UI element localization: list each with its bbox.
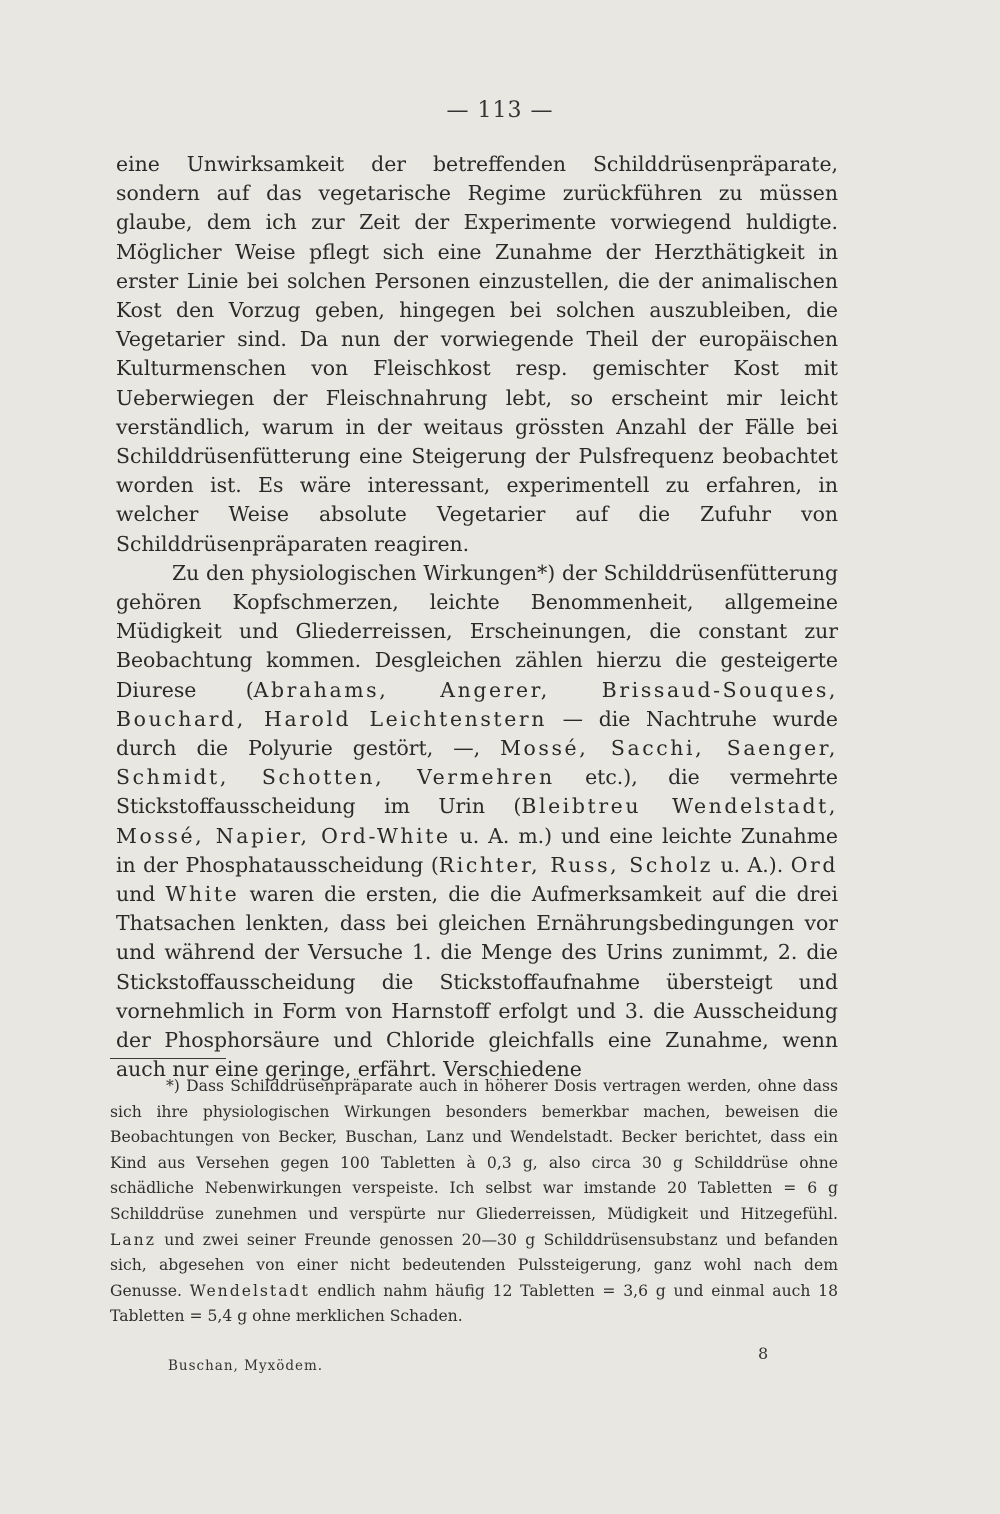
author-names-3: Bleibtreu Wendelstadt, Mossé, Napier, Ord-White — [116, 794, 838, 848]
running-footer-title: Buschan, Myxödem. — [168, 1358, 324, 1374]
paragraph-2-text-7: waren die ersten, die die Aufmerksamkeit auf die drei Thatsachen lenkten, dass bei gleichen Ernährungsbedingungen vor und während der Versuche 1. die Menge des Urins zunimmt, 2. die Stickstoffausscheidung die Stickstoffaufnahme übersteigt und vornehmlich in Form von Harnstoff erfolgt und 3. die Ausscheidung der Phosphorsäure und Chloride gleichfalls eine Zunahme, wenn auch nur eine geringe, erfährt. Verschiedene — [116, 882, 838, 1082]
paragraph-2-text-2: — die Nachtruhe wurde durch die Polyurie gestört, —, — [116, 706, 838, 761]
paragraph-2-text-6: und — [116, 882, 166, 907]
footnote — [110, 1074, 838, 1330]
footnote-text-1: *) Dass Schilddrüsenpräparate auch in höherer Dosis vertragen werden, ohne dass sich ihre physiologischen Wirkungen besonders bemerkbar machen, beweisen die Beobachtungen von Becker, Buschan, Lanz und Wendelstadt. Becker berichtet, dass ein Kind aus Versehen gegen 100 Tabletten à 0,3 g, also circa 30 g Schilddrüse ohne schädliche Nebenwirkungen verspeiste. Ich selbst war imstande 20 Tabletten = 6 g Schilddrüse zunehmen und verspürte nur Gliederreissen, Müdigkeit und Hitzegefühl. — [110, 1077, 838, 1223]
footnote-author-wendelstadt: Wendelstadt — [189, 1281, 310, 1300]
paragraph-2-text-1: Zu den physiologischen Wirkungen*) der Schilddrüsenfütterung gehören Kopfschmerzen, leichte Benommenheit, allgemeine Müdigkeit und Gliederreissen, Erscheinungen, die constant zur Beobachtung kommen. Desgleichen zählen hierzu die gesteigerte Diurese ( — [116, 560, 838, 702]
paragraph-1: eine Unwirksamkeit der betreffenden Schilddrüsenpräparate, sondern auf das vegetarische Regime zurückführen zu müssen glaube, dem ich zur Zeit der Experimente vorwiegend huldigte. Möglicher Weise pflegt sich eine Zunahme der Herzthätigkeit in erster Linie bei solchen Personen einzustellen, die der animalischen Kost den Vorzug geben, hingegen bei solchen auszubleiben, die Vegetarier sind. Da nun der vorwiegende Theil der europäischen Kulturmenschen von Fleischkost resp. gemischter Kost mit Ueberwiegen der Fleischnahrung lebt, so erscheint mir leicht verständlich, warum in der weitaus grössten Anzahl der Fälle bei Schilddrüsenfütterung eine Steigerung der Pulsfrequenz beobachtet worden ist. Es wäre interessant, experimentell zu erfahren, in welcher Weise absolute Vegetarier auf die Zufuhr von Schilddrüsenpräparaten reagiren. — [116, 152, 838, 556]
footnote-text-3: endlich nahm häufig 12 Tabletten = 3,6 g und einmal auch 18 Tabletten = 5,4 g ohne merklichen Schaden. — [110, 1281, 838, 1326]
signature-mark: 8 — [758, 1344, 769, 1363]
author-names-2: Mossé, Sacchi, Saenger, Schmidt, Schotten, Vermehren — [116, 736, 838, 790]
author-names-1: Abrahams, Angerer, Brissaud-Souques, Bouchard, Harold Leichtenstern — [116, 677, 838, 731]
author-name-ord: Ord — [790, 852, 839, 877]
author-name-white: White — [165, 882, 240, 907]
paragraph-2-text-4: u. A. m.) und eine leichte Zunahme in der Phosphatausscheidung ( — [116, 823, 838, 877]
footnote-text-2: und zwei seiner Freunde genossen 20—30 g Schilddrüsensubstanz und befanden sich, abgesehen von einer nicht bedeutenden Pulssteigerung, ganz wohl nach dem Genusse. — [110, 1230, 838, 1300]
footnote-paragraph — [110, 1074, 838, 1330]
paragraph-2-text-3: etc.), die vermehrte Stickstoffausscheidung im Urin ( — [116, 765, 838, 819]
footnote-divider — [110, 1058, 226, 1059]
page-number: — 113 — — [446, 98, 554, 123]
author-names-4: Richter, Russ, Scholz — [438, 852, 713, 877]
footnote-author-lanz: Lanz — [110, 1230, 156, 1249]
paragraph-2 — [116, 559, 838, 1085]
main-text — [116, 150, 838, 1085]
paragraph-2-text-5: u. A.). — [712, 852, 791, 877]
